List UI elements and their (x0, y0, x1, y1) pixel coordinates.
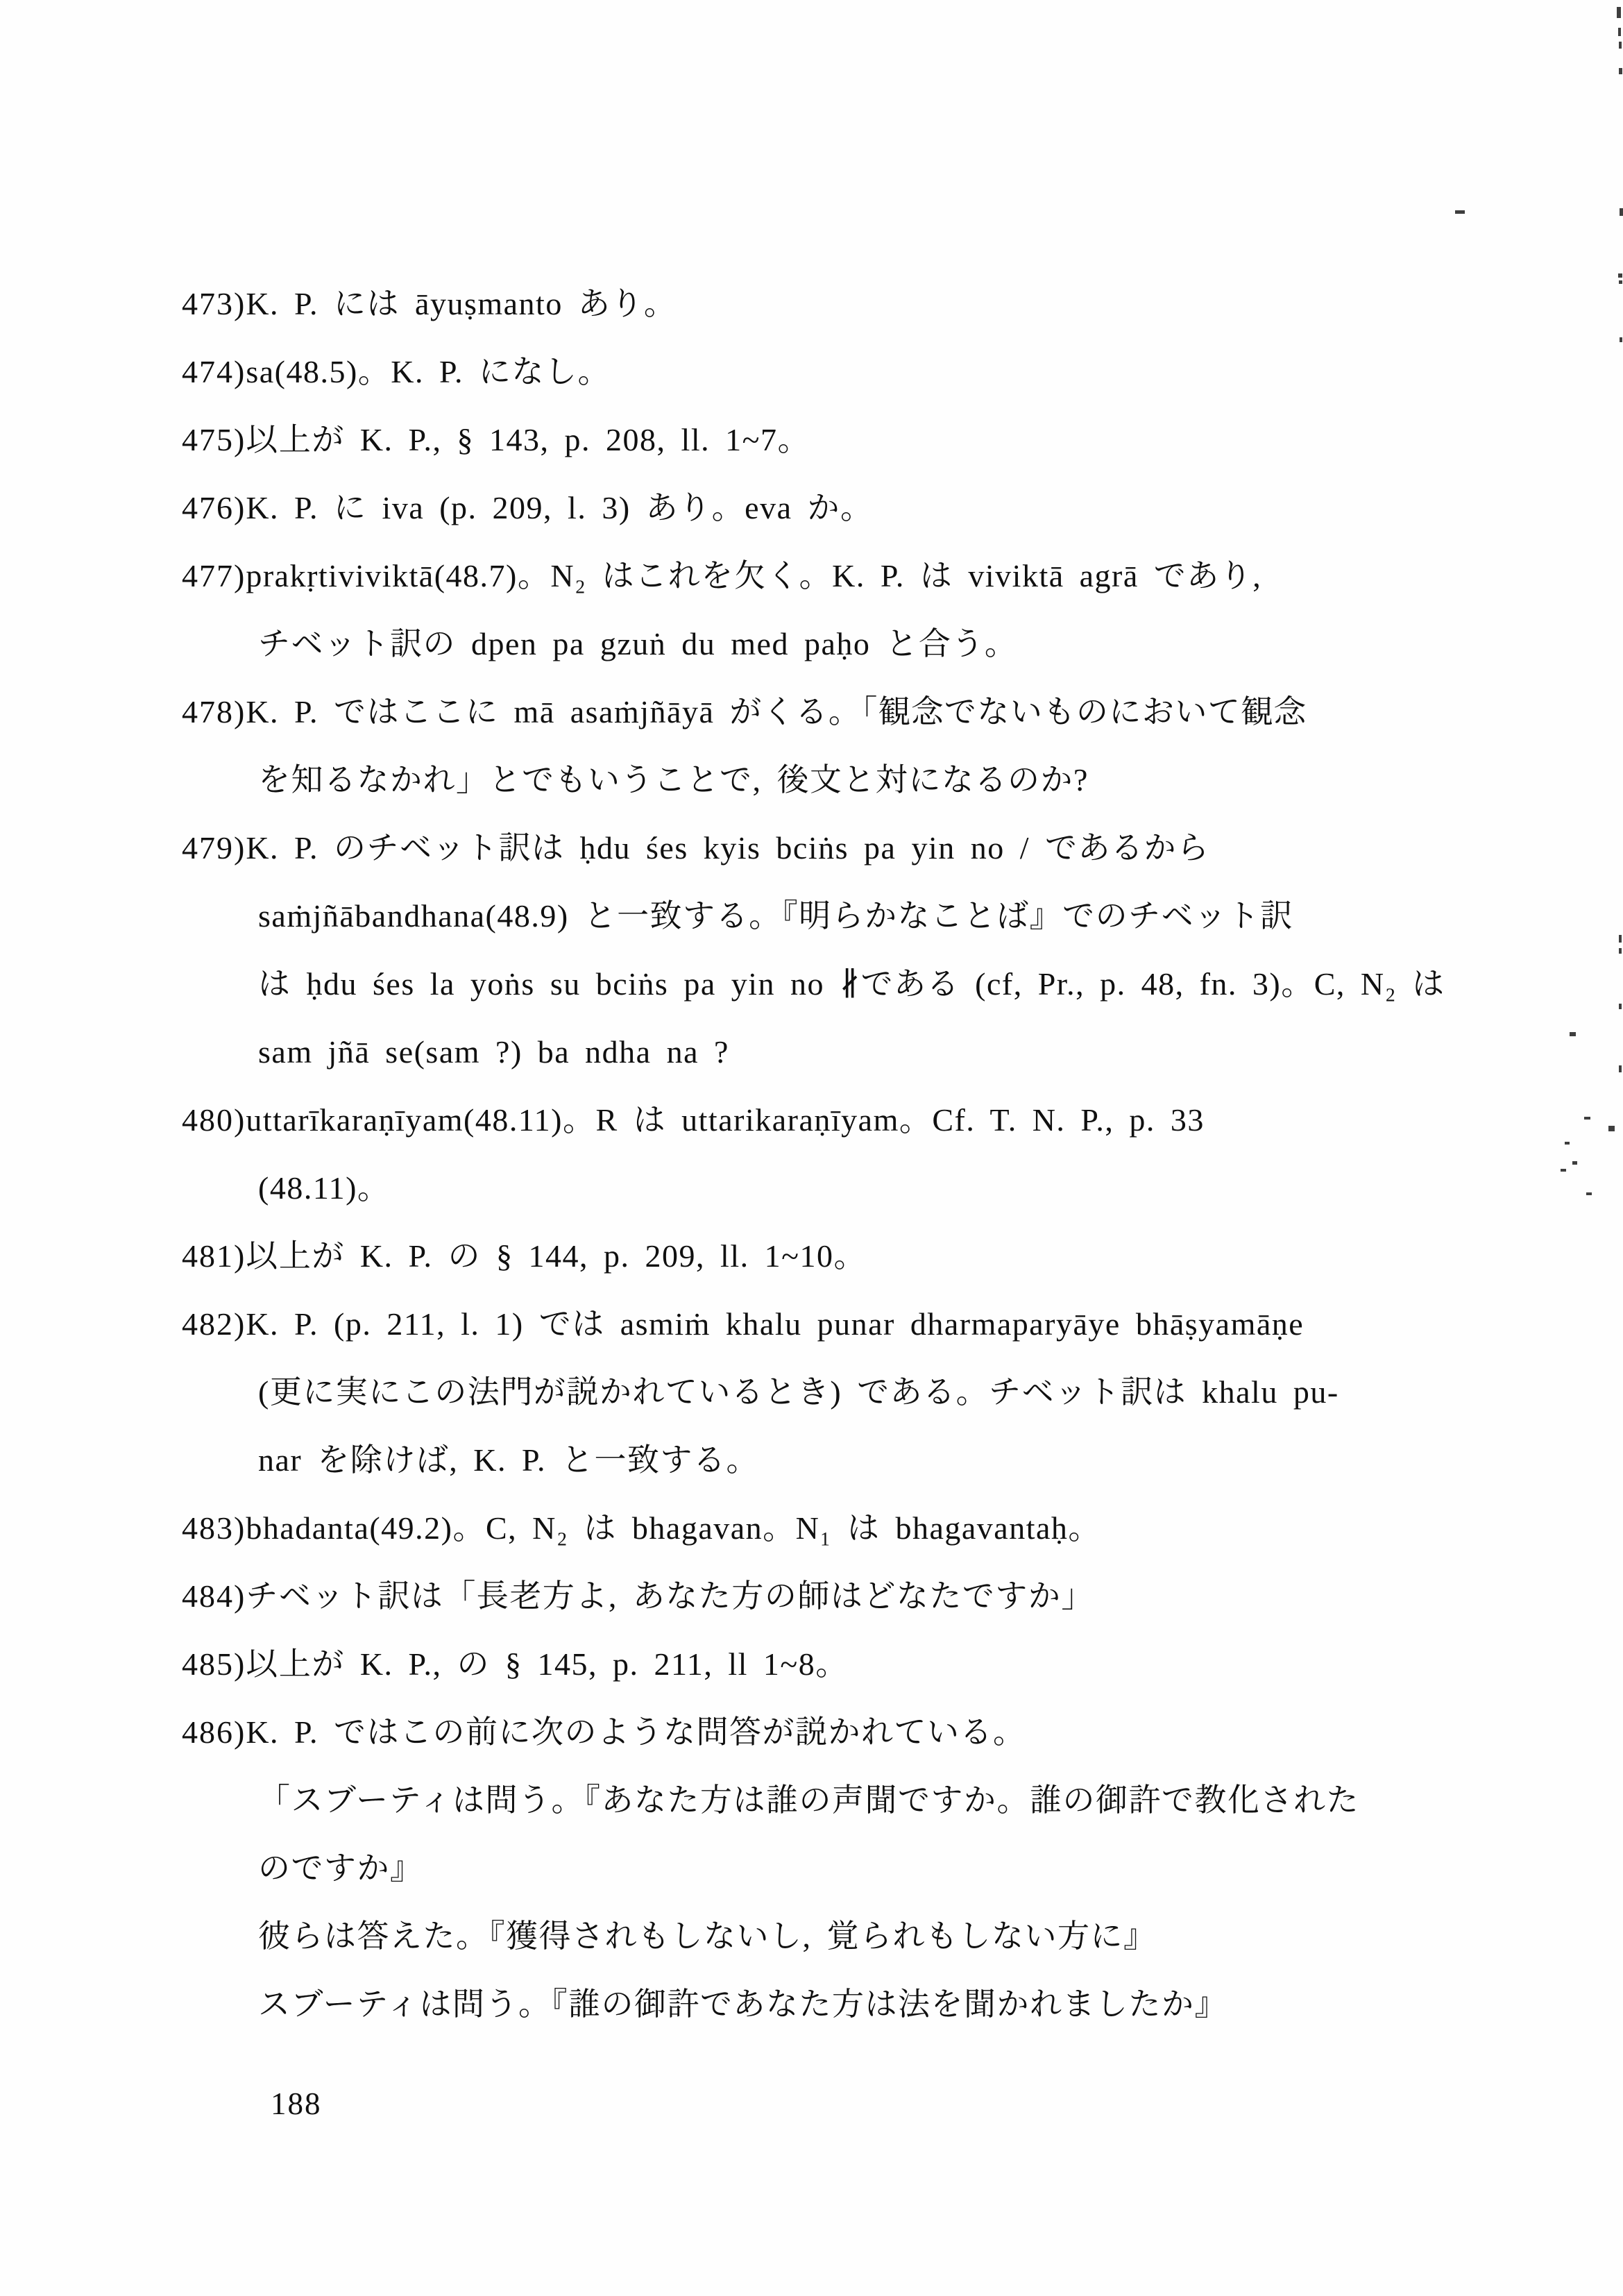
quote-text: スブーティは問う。『誰の御許であなた方は法を聞かれましたか』 (258, 1986, 1227, 2022)
footnote-number: 475) (182, 422, 246, 457)
footnote-continuation (258, 626, 1017, 662)
footnote-text: nar を除けば, K. P. と一致する。 (258, 1442, 759, 1478)
footnote-number: 477) (182, 558, 246, 593)
footnote-482 (182, 1306, 1304, 1342)
footnote-476 (182, 490, 873, 526)
footnote-text: K. P. には āyuṣmanto あり。 (246, 286, 677, 321)
footnote-478 (182, 694, 1307, 730)
footnote-continuation (258, 762, 1089, 798)
footnote-484 (182, 1578, 1094, 1614)
scan-speck (1565, 1142, 1570, 1145)
footnote-text: 以上が K. P., § 143, p. 208, ll. 1~7。 (246, 422, 810, 457)
footnote-474 (182, 354, 611, 390)
scan-speck (1619, 1004, 1622, 1009)
footnote-text: K. P. ではここに mā asaṁjñāyā がくる。「観念でないものにおいて観念 (246, 694, 1307, 729)
footnote-text: K. P. ではこの前に次のような問答が説かれている。 (246, 1714, 1026, 1750)
footnote-continuation (258, 898, 1293, 934)
scan-speck (1619, 68, 1622, 74)
scan-speck (1618, 273, 1622, 278)
scan-speck (1617, 7, 1621, 18)
footnote-text: uttarīkaraṇīyam(48.11)。R は uttarikaraṇīyam。Cf. T. N. P., p. 33 (246, 1102, 1205, 1138)
footnote-number: 485) (182, 1646, 246, 1682)
footnote-text: sam jñā se(sam ?) ba ndha na ? (258, 1034, 729, 1070)
footnote-480 (182, 1102, 1205, 1138)
footnote-number: 480) (182, 1102, 246, 1138)
footnote-number: 486) (182, 1714, 246, 1750)
scan-speck (1619, 280, 1622, 284)
footnote-continuation (258, 1170, 390, 1206)
scan-speck (1608, 1126, 1615, 1131)
footnote-text: チベット訳の dpen pa gzuṅ du med paḥo と合う。 (258, 626, 1018, 661)
footnote-text: K. P. に iva (p. 209, l. 3) あり。eva か。 (246, 490, 874, 525)
footnote-number: 482) (182, 1306, 246, 1342)
scan-speck (1619, 935, 1622, 943)
footnote-number: 476) (182, 490, 246, 525)
footnote-text: 以上が K. P., の § 145, p. 211, ll 1~8。 (246, 1646, 849, 1682)
footnote-number: 474) (182, 354, 246, 389)
footnote-text: K. P. (p. 211, l. 1) では asmiṁ khalu punar dharmaparyāye bhāṣyamāṇe (246, 1306, 1305, 1342)
footnote-text: 以上が K. P. の § 144, p. 209, ll. 1~10。 (246, 1238, 867, 1274)
footnote-text: prakṛtiviviktā(48.7)。N₂ はこれを欠く。K. P. は viviktā agrā であり, (246, 558, 1262, 593)
footnote-number: 481) (182, 1238, 246, 1274)
scan-speck (1619, 948, 1622, 954)
footnote-continuation (258, 1442, 759, 1478)
quote-text: 「スブーティは問う。『あなた方は誰の声聞ですか。誰の御許で教化された (258, 1782, 1359, 1818)
scan-speck (1586, 1192, 1592, 1195)
footnote-text: bhadanta(49.2)。C, N₂ は bhagavan。N₁ は bhagavantaḥ。 (246, 1510, 1101, 1546)
footnote-number: 479) (182, 830, 246, 866)
footnote-483 (182, 1510, 1101, 1546)
footnote-number: 483) (182, 1510, 246, 1546)
page-number: 188 (271, 2086, 322, 2121)
footnote-continuation (258, 966, 1445, 1002)
quote-line (258, 1850, 423, 1886)
scan-speck (1619, 42, 1622, 49)
scan-speck (1618, 28, 1621, 36)
quote-text: のですか』 (258, 1850, 423, 1886)
footnote-number: 473) (182, 286, 246, 321)
footnote-text: を知るなかれ」とでもいうことで, 後文と対になるのか? (258, 762, 1089, 797)
scan-speck (1619, 1065, 1622, 1072)
footnote-486 (182, 1714, 1026, 1750)
scan-speck (1620, 337, 1622, 342)
footnote-479 (182, 830, 1210, 866)
footnote-continuation (258, 1374, 1339, 1410)
scan-speck (1572, 1161, 1577, 1165)
quote-line (258, 1986, 1227, 2023)
footnote-text: (48.11)。 (258, 1170, 391, 1206)
quote-text: 彼らは答えた。『獲得されもしないし, 覚られもしない方に』 (258, 1918, 1157, 1954)
scan-speck (1570, 1032, 1576, 1036)
footnote-475 (182, 422, 810, 458)
scan-speck (1455, 210, 1465, 214)
scan-speck (1584, 1117, 1590, 1120)
footnote-number: 484) (182, 1578, 246, 1614)
footnote-481 (182, 1238, 867, 1274)
footnote-473 (182, 286, 677, 322)
footnote-text: saṁjñābandhana(48.9) と一致する。『明らかなことば』でのチベット訳 (258, 898, 1293, 934)
footnote-text: (更に実にこの法門が説かれているとき) である。チベット訳は khalu pu- (258, 1374, 1339, 1410)
footnote-number: 478) (182, 694, 246, 729)
footnote-485 (182, 1646, 849, 1682)
quote-line (258, 1782, 1359, 1818)
footnote-text: チベット訳は「長老方よ, あなた方の師はどなたですか」 (246, 1578, 1094, 1614)
footnote-text: は ḥdu śes la yoṅs su bciṅs pa yin no ∦である (cf, Pr., p. 48, fn. 3)。C, N₂ は (258, 966, 1445, 1002)
scan-speck (1561, 1169, 1566, 1172)
scan-speck (1620, 208, 1623, 216)
footnote-text: sa(48.5)。K. P. になし。 (246, 354, 611, 389)
footnote-text: K. P. のチベット訳は ḥdu śes kyis bciṅs pa yin no / であるから (246, 830, 1210, 866)
footnote-477 (182, 558, 1261, 594)
quote-line (258, 1918, 1157, 1955)
footnote-continuation (258, 1034, 729, 1070)
